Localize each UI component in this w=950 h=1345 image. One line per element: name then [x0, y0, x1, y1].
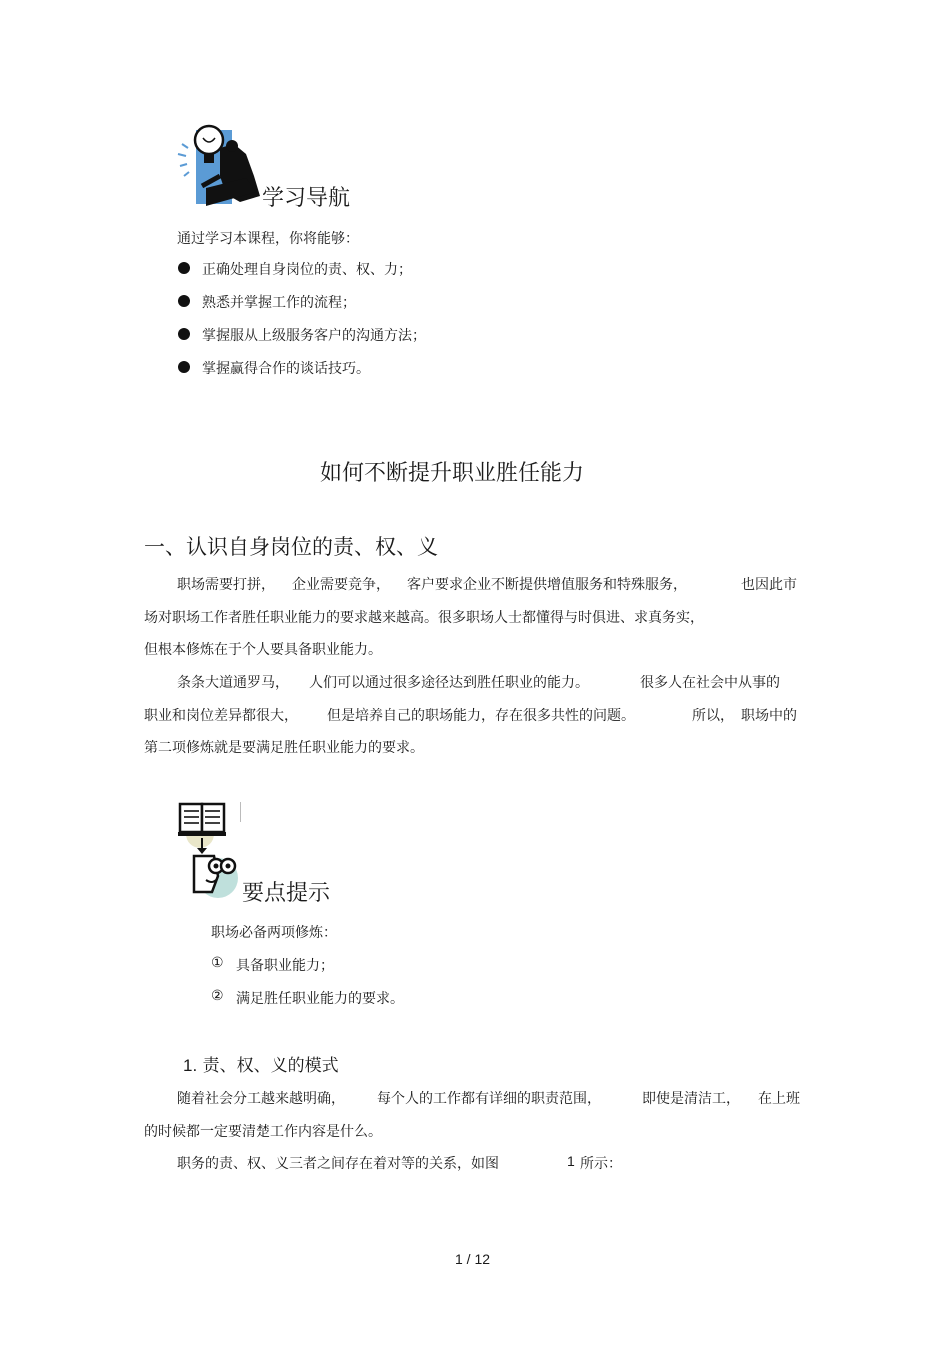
text-run: 每个人的工作都有详细的职责范围，: [377, 1091, 601, 1107]
page-number: 1 / 12: [455, 1251, 491, 1267]
subsection-heading: [183, 1051, 339, 1076]
text-run: 所示：: [580, 1156, 622, 1172]
list-item: 掌握赢得合作的谈话技巧。: [202, 361, 370, 377]
text-run: 在上班: [758, 1091, 800, 1107]
text-run: 的时候都一定要清楚工作内容是什么。: [144, 1124, 382, 1140]
tips-intro: 职场必备两项修炼：: [211, 925, 337, 941]
text-run: 条条大道通罗马，: [177, 675, 289, 691]
document-title: 如何不断提升职业胜任能力: [320, 461, 585, 486]
subsection-title: 责、权、义的模式: [202, 1056, 339, 1076]
text-run: 即使是清洁工，: [642, 1091, 740, 1107]
list-marker: ①: [211, 955, 224, 971]
text-run: 第二项修炼就是要满足胜任职业能力的要求。: [144, 740, 424, 756]
subsection-number: 1.: [183, 1056, 198, 1075]
text-run: 很多人在社会中从事的: [640, 675, 780, 691]
text-run: 职场中的: [741, 708, 797, 724]
list-item: 满足胜任职业能力的要求。: [236, 991, 404, 1007]
list-item: 正确处理自身岗位的责、权、力；: [202, 262, 412, 278]
nav-section-title: 学习导航: [262, 186, 351, 211]
divider: [240, 802, 241, 822]
text-run: 职业和岗位差异都很大，: [144, 708, 298, 724]
list-item: 具备职业能力；: [236, 958, 334, 974]
nav-intro: 通过学习本课程，你将能够：: [177, 231, 359, 247]
text-run: 人们可以通过很多途径达到胜任职业的能力。: [309, 675, 589, 691]
bullet-dot-icon: [178, 328, 190, 340]
text-run: 职场需要打拼，: [177, 577, 275, 593]
list-item: 掌握服从上级服务客户的沟通方法；: [202, 328, 426, 344]
text-run: 也因此市: [741, 577, 797, 593]
bullet-dot-icon: [178, 295, 190, 307]
text-run: 客户要求企业不断提供增值服务和特殊服务，: [407, 577, 687, 593]
tips-section-title: 要点提示: [242, 881, 331, 906]
lightbulb-climber-icon: [176, 116, 266, 208]
text-run: 企业需要竞争，: [292, 577, 390, 593]
bullet-dot-icon: [178, 361, 190, 373]
text-run: 随着社会分工越来越明确，: [177, 1091, 345, 1107]
list-marker: ②: [211, 988, 224, 1004]
section-heading: 一、认识自身岗位的责、权、义: [144, 535, 438, 559]
text-run: 所以，: [692, 708, 734, 724]
text-run: 但根本修炼在于个人要具备职业能力。: [144, 642, 382, 658]
book-reader-icon: [176, 800, 246, 900]
bullet-dot-icon: [178, 262, 190, 274]
text-run: 场对职场工作者胜任职业能力的要求越来越高。很多职场人士都懂得与时俱进、求真务实，: [144, 610, 704, 626]
text-run: 职务的责、权、义三者之间存在着对等的关系，如图: [177, 1156, 499, 1172]
figure-ref-number: 1: [567, 1153, 575, 1169]
text-run: 但是培养自己的职场能力，存在很多共性的问题。: [327, 708, 635, 724]
list-item: 熟悉并掌握工作的流程；: [202, 295, 356, 311]
